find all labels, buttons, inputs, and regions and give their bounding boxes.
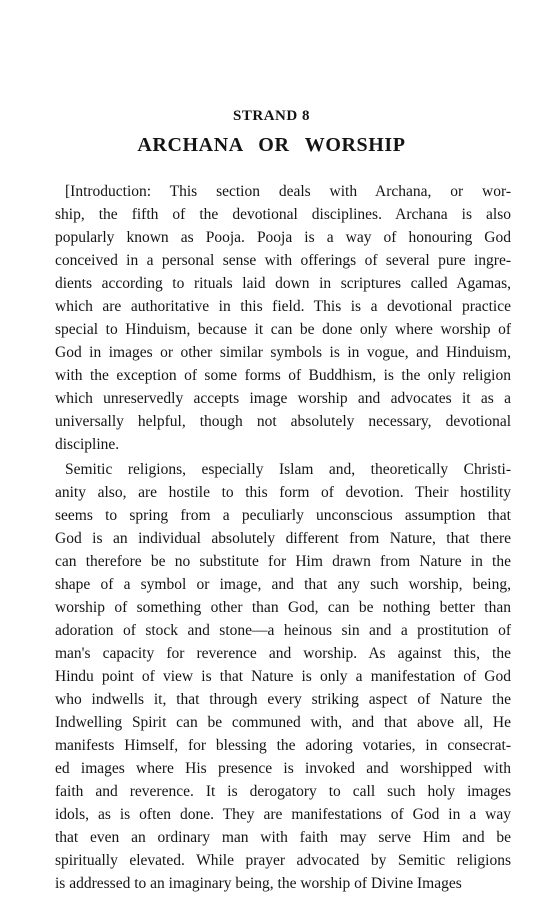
text-line: shape of a symbol or image, and that any such worship, being, (55, 576, 511, 593)
strand-number: STRAND 8 (233, 108, 310, 124)
text-line: with the exception of some forms of Buddhism, is the only religion (55, 367, 511, 384)
text-line: ed images where His presence is invoked and worshipped with (55, 760, 511, 777)
text-line: man's capacity for reverence and worship. As against this, the (55, 645, 511, 662)
text-line: special to Hinduism, because it can be done only where worship of (55, 321, 511, 338)
text-line: which are authoritative in this field. This is a devotional practice (55, 298, 511, 315)
text-line: Hindu point of view is that Nature is only a manifestation of God (55, 668, 511, 685)
text-line: is addressed to an imaginary being, the worship of Divine Images (55, 875, 462, 892)
text-line: spiritually elevated. While prayer advocated by Semitic religions (55, 852, 511, 869)
text-line: conceived in a personal sense with offerings of several pure ingre- (55, 252, 511, 269)
text-line: discipline. (55, 436, 120, 453)
text-line: ship, the fifth of the devotional disciplines. Archana is also (55, 206, 511, 223)
text-line: dients according to rituals laid down in scriptures called Agamas, (55, 275, 511, 292)
text-line: who indwells it, that through every striking aspect of Nature the (55, 691, 511, 708)
text-line: adoration of stock and stone—a heinous sin and a prostitution of (55, 622, 511, 639)
text-line: God in images or other similar symbols is in vogue, and Hinduism, (55, 344, 511, 361)
text-line: universally helpful, though not absolutely necessary, devotional (55, 413, 511, 430)
chapter-title: ARCHANA OR WORSHIP (137, 134, 406, 156)
text-line: which unreservedly accepts image worship and advocates it as a (55, 390, 511, 407)
text-line: [Introduction: This section deals with Archana, or wor- (65, 183, 511, 200)
paragraph-body (55, 458, 511, 895)
paragraph-introduction (55, 180, 511, 456)
text-line: faith and reverence. It is derogatory to call such holy images (55, 783, 511, 800)
text-line: seems to spring from a peculiarly unconscious assumption that (55, 507, 511, 524)
text-line: manifests Himself, for blessing the adoring votaries, in consecrat- (55, 737, 511, 754)
text-line: worship of something other than God, can be nothing better than (55, 599, 511, 616)
text-line: anity also, are hostile to this form of devotion. Their hostility (55, 484, 511, 501)
text-line: God is an individual absolutely different from Nature, that there (55, 530, 511, 547)
text-line: can therefore be no substitute for Him drawn from Nature in the (55, 553, 511, 570)
text-line: Indwelling Spirit can be communed with, and that above all, He (55, 714, 511, 731)
text-line: popularly known as Pooja. Pooja is a way of honouring God (55, 229, 511, 246)
text-line: Semitic religions, especially Islam and, theoretically Christi- (65, 461, 511, 478)
text-line: that even an ordinary man with faith may serve Him and be (55, 829, 511, 846)
text-line: idols, as is often done. They are manifestations of God in a way (55, 806, 511, 823)
